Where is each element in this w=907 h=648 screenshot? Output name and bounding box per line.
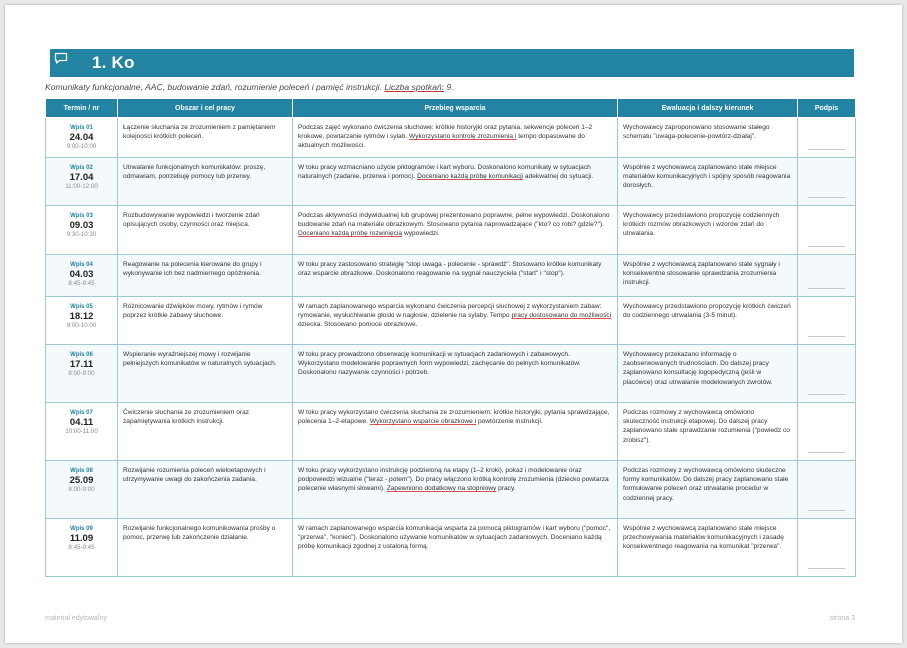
entry-time: 9:00-10:00 [66,322,97,329]
meeting-count-value: 9. [446,82,454,92]
area-cell: Rozbudowywanie wypowiedzi i tworzenie zdań opisujących osoby, czynności oraz miejsca. [118,206,293,255]
signature-line [808,568,845,569]
header-area: Obszar i cel pracy [118,99,293,118]
meeting-count-label: Liczba spotkań: [384,82,445,92]
entry-time: 8:00-9:00 [68,486,95,493]
entry-date: 09.03 [69,220,94,231]
evaluation-cell: Wspólnie z wychowawcą zaplanowano stałe miejsce przechowywania materiałów komunikacyjnych i zasadę konsekwentnego reagowania na komunikat "przerwa". [618,519,798,577]
entry-time: 9:30-10:30 [66,231,97,238]
course-highlight: pracy dostosowano do możliwości [511,312,612,320]
area-cell: Rozwijanie rozumienia poleceń wieloetapowych i utrzymywanie uwagi do zakończenia zadania. [118,461,293,519]
entry-date: 18.12 [69,311,94,322]
signature-cell[interactable] [798,297,856,345]
document-page [5,5,902,643]
entry-time: 11:00-12:00 [65,183,98,190]
area-cell: Łączenie słuchania ze zrozumieniem z pamiętaniem kolejności krótkich poleceń. [118,118,293,158]
table-row [46,297,856,345]
signature-line [808,510,845,511]
signature-line [808,452,845,453]
course-cell [293,519,618,577]
table-row [46,519,856,577]
table-row [46,345,856,403]
header-date: Termin / nr [46,99,118,118]
table-row [46,255,856,297]
evaluation-cell: Wychowawcy przedstawiono propozycję krótkich ćwiczeń do codziennego utrwalania (3-5 minut). [618,297,798,345]
evaluation-cell: Wspólnie z wychowawcą zaplanowano stałe miejsce materiałów komunikacyjnych i spójny sposób reagowania dorosłych. [618,158,798,206]
signature-cell[interactable] [798,519,856,577]
course-text: W toku pracy prowadzono obserwację komunikacji w sytuacjach zadaniowych i zabawowych. Wykorzystano modelowanie poprawnych form wypowiedzi, zachęcanie do pełnych komunikatów. Doskonalono nazywanie czynności i potrzeb. [298,351,581,377]
signature-cell[interactable] [798,345,856,403]
section-title-bar [50,49,854,77]
date-cell [46,345,118,403]
signature-cell[interactable] [798,403,856,461]
header-sign: Podpis [798,99,856,118]
entry-number: Wpis 01 [70,125,93,131]
entry-number: Wpis 02 [70,165,93,171]
course-cell [293,461,618,519]
table-row [46,461,856,519]
table-row [46,206,856,255]
signature-cell[interactable] [798,255,856,297]
course-text: Podczas zajęć wykonano ćwiczenia słuchowe: krótkie historyjki oraz pytania, sekwencje poleceń 1–2 krokowe, powtarzanie rytmów i sylab. [298,124,593,141]
footer-note: materiał edytowalny [45,615,107,622]
course-cell [293,255,618,297]
table-row [46,118,856,158]
entry-date: 17.11 [69,359,94,370]
signature-cell[interactable] [798,158,856,206]
course-cell [293,403,618,461]
signature-line [808,197,845,198]
date-cell [46,461,118,519]
course-cell [293,118,618,158]
support-plan-table [45,98,856,577]
date-cell [46,297,118,345]
signature-line [808,336,845,337]
signature-line [808,288,845,289]
entry-date: 04.03 [69,269,94,280]
entry-number: Wpis 06 [70,352,93,358]
section-title: 1. Ko [92,53,135,72]
date-cell [46,403,118,461]
entry-time: 8:45-9:45 [68,544,95,551]
entry-time: 10:00-11:00 [65,428,98,435]
course-text: W ramach zaplanowanego wsparcia wykonano ćwiczenia percepcji słuchowej z wykorzystaniem zabaw: rymowanie, wysłuchiwanie głoski w nagłosie, dzielenie na sylaby. Tempo [298,303,602,320]
course-text-end: powtórzenie instrukcji. [477,418,543,426]
header-eval: Ewaluacja i dalszy kierunek [618,99,798,118]
date-cell [46,118,118,158]
header-course: Przebieg wsparcia [293,99,618,118]
date-cell [46,255,118,297]
course-text-end: wypowiedzi. [403,230,440,238]
entry-time: 9:00-10:00 [66,143,97,150]
date-cell [46,206,118,255]
table-row [46,403,856,461]
entry-date: 11.09 [69,533,94,544]
subtitle-text: Komunikaty funkcjonalne, AAC, budowanie zdań, rozumienie poleceń i pamięć instrukcji. [45,82,382,92]
area-cell: Różnicowanie dźwięków mowy, rytmów i rymów poprzez krótkie zabawy słuchowe. [118,297,293,345]
course-text: Podczas aktywności indywidualnej lub grupowej prezentowano poprawne, pełne wypowiedzi. Doskonalono budowanie zdań na materiale obrazkowym. Stosowano pytania naprowadzające ("kto? co robi? gdzie?"). [298,212,610,229]
table-row [46,158,856,206]
entry-date: 24.04 [69,132,94,143]
course-cell [293,206,618,255]
course-text-end: adekwatnej do sytuacji. [524,173,594,181]
course-highlight: Zapewniono dodatkowy na stopniowy [386,485,497,493]
course-text: W toku pracy wykorzystano instrukcję podzieloną na etapy (1–2 kroki), pokaz i modelowanie oraz podpowiedzi wizualne ("teraz - potem"). Do pracy włączono krótką kontrolę zrozumienia (dziecko powtarza polecenie własnymi słowami). [298,467,609,493]
signature-cell[interactable] [798,118,856,158]
evaluation-cell: Podczas rozmowy z wychowawcą omówiono skuteczne formy komunikatów. Do dalszej pracy zaplanowano stałe formułowanie poleceń oraz utrwalanie procedur w codziennej pracy. [618,461,798,519]
entry-number: Wpis 08 [70,468,93,474]
entry-number: Wpis 07 [70,410,93,416]
area-cell: Utrwalanie funkcjonalnych komunikatów: proszę, odmawiam, potrzebuję pomocy lub przerwy. [118,158,293,206]
course-cell [293,345,618,403]
evaluation-cell: Podczas rozmowy z wychowawcą omówiono skuteczność instrukcji etapowej. Do dalszej pracy zaplanowano stałe sprawdzanie rozumienia ("powiedz co zrobisz"). [618,403,798,461]
evaluation-cell: Wychowawcy przekazano informację o zaobserwowanych trudnościach. Do dalszej pracy zaplanowano konsultację logopedyczną (jeśli w placówce) oraz utrwalanie modelowanych zwrotów. [618,345,798,403]
course-text-end: dziecka. Stosowano pomoce obrazkowe. [298,321,418,329]
entry-date: 04.11 [69,417,94,428]
signature-line [808,394,845,395]
entry-time: 8:00-9:00 [68,370,95,377]
entry-time: 8:45-9:45 [68,280,95,287]
evaluation-cell: Wychowawcy zaproponowano stosowanie stałego schematu "uwaga-polecenie-powtórz-działaj". [618,118,798,158]
entry-date: 25.09 [69,475,94,486]
evaluation-cell: Wspólnie z wychowawcą zaplanowano stałe sygnały i konsekwentne stosowanie sprawdzania zrozumienia instrukcji. [618,255,798,297]
entry-number: Wpis 05 [70,304,93,310]
entry-number: Wpis 03 [70,213,93,219]
area-cell: Ćwiczenie słuchania ze zrozumieniem oraz zapamiętywania krótkich instrukcji. [118,403,293,461]
signature-cell[interactable] [798,461,856,519]
course-highlight: Wykorzystano wsparcie obrazkowe i [369,418,477,426]
signature-line [808,149,845,150]
section-subtitle [45,82,865,92]
page-number: strona 3 [829,615,855,622]
course-text: W toku pracy wzmacniano użycie piktogramów i kart wyboru. Doskonalono komunikaty w sytuacjach naturalnych (zadanie, przerwa i pomoc). [298,164,591,181]
course-highlight: Doceniano każdą próbę komunikacji [417,173,524,181]
area-cell: Rozwijanie funkcjonalnego komunikowania prośby o pomoc, przerwę lub zakończenie działanie. [118,519,293,577]
course-cell [293,297,618,345]
evaluation-cell: Wychowawcy przedstawiono propozycję codziennych krótkich rozmów obrazkowych i wzorów zdań do utrwalania. [618,206,798,255]
course-cell [293,158,618,206]
course-text: W toku pracy wykorzystano ćwiczenia słuchania ze zrozumieniem: krótkie historyjki, pytania sprawdzające, polecenia 1–2-etapowe. [298,409,610,426]
table-header-row [46,99,856,118]
course-highlight: Doceniano każdą próbę rozwinięcia [298,230,403,238]
signature-line [808,246,845,247]
course-highlight: Wykorzystano kontrolę zrozumienia i [409,133,517,141]
chat-bubble-icon [50,49,72,77]
area-cell: Reagowanie na polecenia kierowane do grupy i wykonywanie ich bez nadmiernego opóźnienia. [118,255,293,297]
area-cell: Wspieranie wyraźniejszej mowy i rozwijanie pełniejszych komunikatów w naturalnych sytuacjach. [118,345,293,403]
entry-number: Wpis 04 [70,262,93,268]
signature-cell[interactable] [798,206,856,255]
course-text-end: tempo dopasowane do aktualnych możliwości. [298,133,585,150]
entry-date: 17.04 [69,172,94,183]
date-cell [46,158,118,206]
entry-number: Wpis 09 [70,526,93,532]
course-text-end: pracy. [498,485,516,493]
course-text: W ramach zaplanowanego wsparcia komunikacja wsparta za pomocą piktogramów i kart wyboru ("pomoc", "przerwa", "koniec"). Doskonalono używanie komunikatów w sytuacjach zadaniowych. Doceniano każdą próbę komunikacji zgodnej z ustaloną formą. [298,525,611,551]
course-text: W toku pracy zastosowano strategię "stop uwaga - polecenie - sprawdź". Stosowano krótkie komunikaty oraz wsparcie obrazkowe. Doskonalono reagowanie na sygnał nauczyciela ("start" i "stop"). [298,261,602,278]
date-cell [46,519,118,577]
